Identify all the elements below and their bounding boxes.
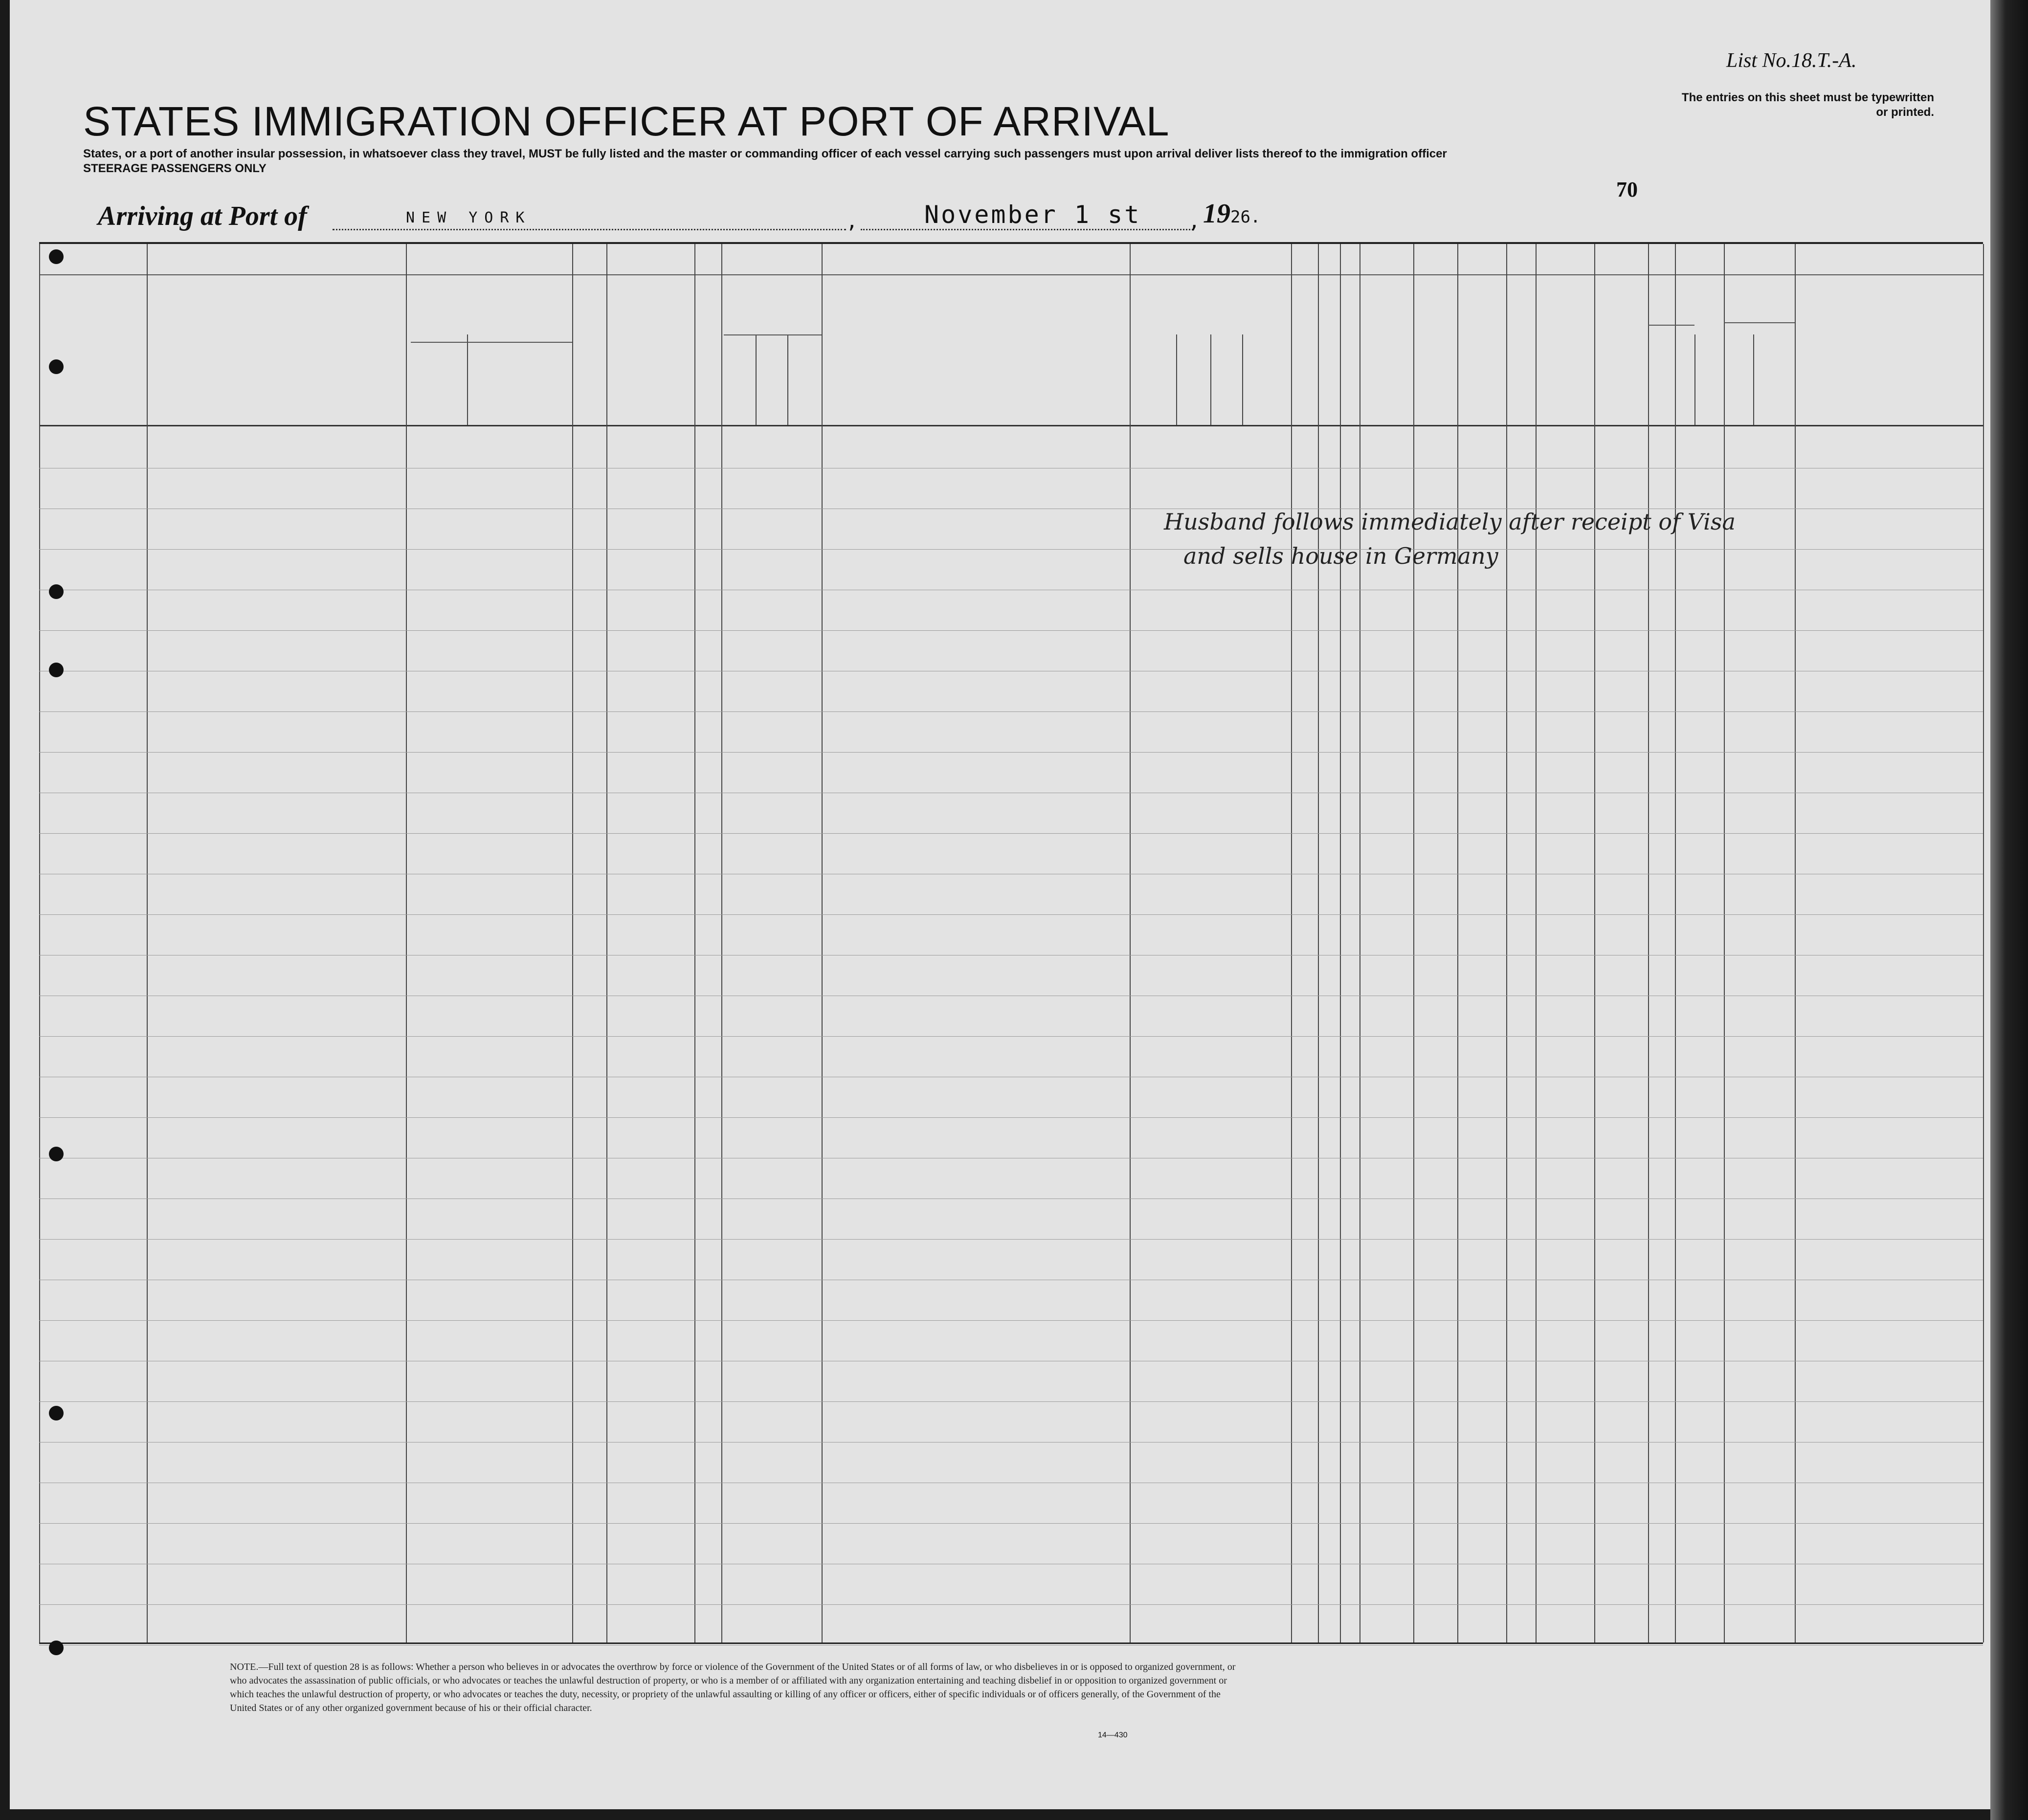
row-rule: [39, 914, 1983, 915]
comma: ,: [846, 210, 858, 233]
row-rule: [39, 711, 1983, 712]
page-edge-shadow: [1990, 0, 2028, 1820]
column-subdivider: [467, 334, 468, 425]
header-anarchist: [1364, 278, 1399, 420]
column-divider: [1318, 244, 1319, 1642]
arriving-label: Arriving at Port of: [98, 201, 307, 231]
binder-hole: [49, 359, 64, 374]
column-divider: [572, 244, 573, 1642]
arrival-date: November 1 st: [924, 200, 1141, 229]
row-rule: [39, 1604, 1983, 1605]
column-subdivider: [787, 334, 788, 425]
row-rule: [39, 630, 1983, 631]
page-title: STATES IMMIGRATION OFFICER AT PORT OF ARRIVAL: [83, 98, 1170, 144]
column-divider: [1724, 244, 1725, 1642]
column-divider: [822, 244, 823, 1642]
column-subdivider: [1753, 334, 1754, 425]
binder-hole: [49, 584, 64, 599]
column-divider: [1291, 244, 1292, 1642]
binder-hole: [49, 1147, 64, 1161]
column-divider: [1983, 244, 1984, 1642]
form-number: 14—430: [1098, 1731, 1128, 1739]
column-divider: [1130, 244, 1131, 1642]
row-rule: [39, 1036, 1983, 1037]
column-divider: [1413, 244, 1414, 1642]
manifest-sheet: [10, 0, 1990, 1809]
header-money: [696, 278, 730, 420]
header-sub-rule: [1648, 325, 1694, 326]
column-subdivider: [1210, 334, 1211, 425]
row-rule: [39, 752, 1983, 753]
comma: ,: [1188, 210, 1201, 233]
row-rule: [39, 1401, 1983, 1402]
entries-note: The entries on this sheet must be typewritten or printed.: [1681, 91, 1934, 119]
column-divider: [721, 244, 722, 1642]
binder-hole: [49, 249, 64, 264]
header-ticket: [577, 278, 611, 420]
row-rule: [39, 1117, 1983, 1118]
steerage-line: STEERAGE PASSENGERS ONLY: [83, 162, 267, 175]
column-subdivider: [1242, 334, 1243, 425]
row-rule: [39, 1523, 1983, 1524]
column-divider: [1536, 244, 1537, 1642]
row-rule: [39, 1442, 1983, 1443]
row-rule: [39, 549, 1983, 550]
header-sub-rule: [724, 334, 822, 335]
handwritten-note-1: Husband follows immediately after receipt of Visa: [1164, 509, 1736, 535]
column-divider: [147, 244, 148, 1642]
column-divider: [1675, 244, 1676, 1642]
notice-line: States, or a port of another insular possession, in whatsoever class they travel, MUST be fully listed and the master or commanding officer of each vessel carrying such passengers must upon arrival deliver lists thereof to the immigration officer: [83, 147, 1447, 160]
column-divider: [1506, 244, 1507, 1642]
column-number-rule: [39, 274, 1983, 275]
port-dotted-line: [333, 229, 846, 230]
column-divider: [1795, 244, 1796, 1642]
column-subdivider: [1694, 334, 1695, 425]
header-sub-rule: [1724, 322, 1795, 323]
header-sub-rule: [411, 342, 572, 343]
column-divider: [1359, 244, 1360, 1642]
column-divider: [1594, 244, 1595, 1642]
column-divider: [1648, 244, 1649, 1642]
arrival-year: [1203, 198, 1260, 229]
column-divider: [39, 244, 40, 1642]
column-divider: [1340, 244, 1341, 1642]
column-divider: [694, 244, 695, 1642]
handwritten-note-2: and sells house in Germany: [1183, 543, 1498, 569]
row-rule: [39, 1320, 1983, 1321]
year-suffix: 26.: [1230, 207, 1261, 227]
binder-hole: [49, 663, 64, 677]
page-number: 70: [1616, 178, 1638, 201]
binder-hole: [49, 1406, 64, 1420]
date-dotted-line: [861, 229, 1193, 230]
row-rule: [39, 1239, 1983, 1240]
column-divider: [1457, 244, 1458, 1642]
row-rule: [39, 833, 1983, 834]
column-subdivider: [1176, 334, 1177, 425]
column-divider: [606, 244, 607, 1642]
binder-hole: [49, 1641, 64, 1655]
column-subdivider: [756, 334, 757, 425]
list-number: List No.18.T.-A.: [1726, 49, 1857, 72]
port-value: NEW YORK: [406, 209, 532, 226]
header-bottom-rule: [39, 425, 1983, 426]
footnote-question-28: NOTE.—Full text of question 28 is as follows: Whether a person who believes in or advocates the overthrow by force or violence of the Government of the United States or of all forms of law, or who disbelieves in or is opposed to organized government, or who advocates the assassination of public officials, or who advocates or teaches the unlawful destruction of property, or who is a member of or affiliated with any organization entertaining and teaching disbelief in or opposition to organized government or which teaches the unlawful destruction of property, or who advocates or teaches the duty, necessity, or propriety of the unlawful assaulting or killing of any officer or officers, either of specific individuals or of officers generally, of the Government of the United States or of any other organized government because of his or their official character.: [230, 1662, 1236, 1713]
year-prefix: 19: [1203, 199, 1230, 229]
manifest-table: [39, 242, 1983, 1644]
column-divider: [406, 244, 407, 1642]
notice-text: [83, 147, 1648, 176]
